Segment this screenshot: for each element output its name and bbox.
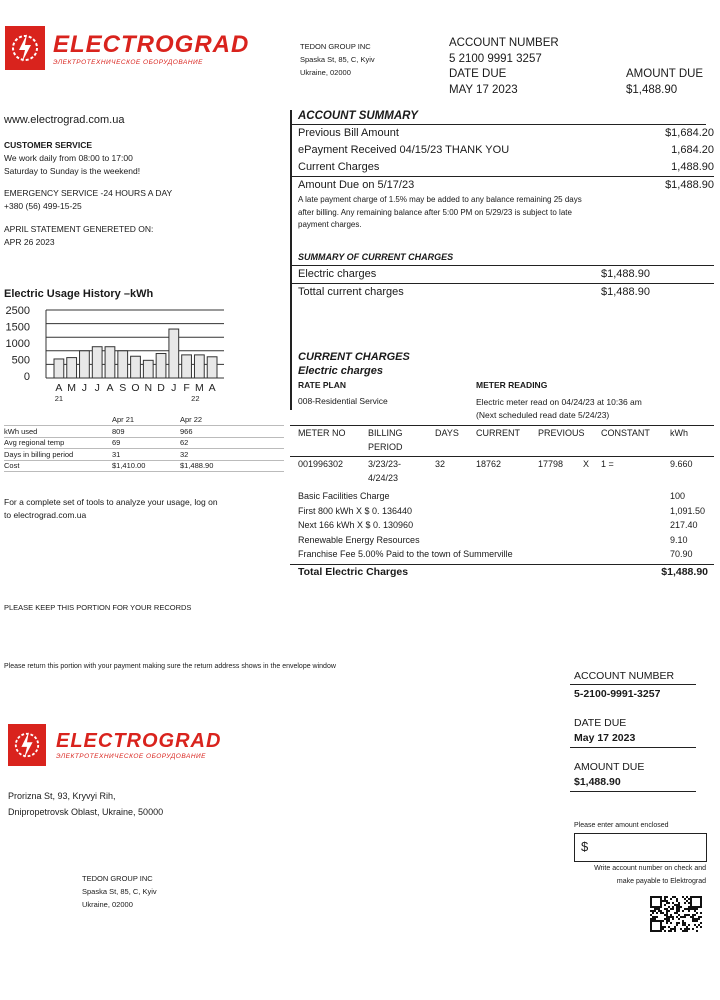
qr-module <box>690 908 692 910</box>
brand-name: ELECTROGRAD <box>53 30 250 58</box>
qr-module <box>664 898 666 900</box>
stub-account-number: 5-2100-9991-3257 <box>574 688 661 700</box>
qr-module <box>666 896 668 898</box>
qr-module <box>664 918 666 920</box>
qr-module <box>684 902 686 904</box>
qr-module <box>672 896 674 898</box>
qr-module <box>698 924 700 926</box>
qr-finder <box>651 897 661 907</box>
x-tick-label: J <box>94 382 100 394</box>
qr-module <box>672 906 674 908</box>
qr-module <box>694 920 696 922</box>
qr-finder <box>691 897 701 907</box>
qr-module <box>692 928 694 930</box>
summary-total-row: Tottal current charges $1,488.90 <box>298 286 650 298</box>
qr-module <box>686 928 688 930</box>
qr-module <box>664 900 666 902</box>
qr-module <box>696 918 698 920</box>
usage-chart <box>0 302 240 412</box>
x-tick-label: S <box>119 382 127 394</box>
y-tick-label: 1000 <box>5 338 30 350</box>
qr-module <box>670 922 672 924</box>
meter-header: METER NO BILLING PERIOD DAYS CURRENT PREVIOUS CONSTANT kWh <box>298 428 688 452</box>
qr-module <box>688 914 690 916</box>
qr-module <box>678 902 680 904</box>
summary-row: Electric charges $1,488.90 <box>298 268 650 280</box>
meter-row: 001996302 3/23/23- 4/24/23 32 18762 17798 X 1 = 9.660 <box>298 459 693 483</box>
qr-module <box>684 930 686 932</box>
qr-module <box>688 910 690 912</box>
year-label: 22 <box>191 394 200 403</box>
summary-row: ePayment Received 04/15/23 THANK YOU 1,684.20 <box>298 144 714 156</box>
charge-line: Next 166 kWh X $ 0. 130960 217.40 <box>298 520 698 530</box>
qr-module <box>700 926 702 928</box>
qr-module <box>678 910 680 912</box>
usage-bar <box>118 351 128 378</box>
qr-module <box>650 914 652 916</box>
qr-module <box>664 904 666 906</box>
qr-module <box>682 922 684 924</box>
qr-module <box>696 926 698 928</box>
qr-module <box>678 908 680 910</box>
current-charges: CURRENT CHARGES Electric charges RATE PLAN 008-Residential Service METER READING Electric meter read on 04/24/23 at 10:36 am (Next scheduled read date 5/24/23) <box>298 350 712 424</box>
qr-module <box>672 916 674 918</box>
qr-module <box>700 922 702 924</box>
qr-module <box>676 900 678 902</box>
qr-module <box>694 908 696 910</box>
qr-module <box>678 904 680 906</box>
qr-module <box>654 908 656 910</box>
qr-module <box>686 926 688 928</box>
qr-module <box>696 930 698 932</box>
column-divider <box>290 110 292 410</box>
qr-module <box>696 920 698 922</box>
qr-module <box>652 918 654 920</box>
return-address: Prorizna St, 93, Kryvyi Rih, Dnipropetrovsk Oblast, Ukraine, 50000 <box>8 791 164 817</box>
qr-module <box>676 898 678 900</box>
qr-module <box>678 922 680 924</box>
qr-module <box>688 924 690 926</box>
usage-bar <box>194 355 204 378</box>
table-row: Avg regional temp 69 62 <box>4 437 284 449</box>
qr-module <box>676 924 678 926</box>
statement-date: APR 26 2023 <box>4 237 55 247</box>
x-tick-label: A <box>106 382 114 394</box>
account-summary-title: ACCOUNT SUMMARY <box>298 110 418 122</box>
qr-module <box>676 912 678 914</box>
qr-module <box>662 928 664 930</box>
qr-module <box>676 906 678 908</box>
qr-module <box>698 916 700 918</box>
usage-bar <box>143 360 153 378</box>
website-link[interactable]: www.electrograd.com.ua <box>4 114 125 126</box>
qr-module <box>684 914 686 916</box>
qr-module <box>684 908 686 910</box>
qr-module <box>684 898 686 900</box>
x-tick-label: M <box>194 382 204 394</box>
usage-bar <box>131 356 141 378</box>
qr-module <box>692 908 694 910</box>
qr-module <box>672 928 674 930</box>
qr-module <box>668 910 670 912</box>
rate-plan: 008-Residential Service <box>298 396 388 406</box>
qr-module <box>692 920 694 922</box>
charge-line: Basic Facilities Charge 100 <box>298 491 686 501</box>
late-payment-note: A late payment charge of 1.5% may be added to any balance remaining 25 days after billing. Any remaining balance after 5:00 PM on 5/29/23 is subject to late payment charges. <box>298 195 582 229</box>
qr-module <box>678 914 680 916</box>
brand-tagline: ЭЛЕКТРОТЕХНИЧЕСКОЕ ОБОРУДОВАНИЕ <box>53 58 203 66</box>
x-tick-label: N <box>144 382 153 394</box>
qr-module <box>700 912 702 914</box>
x-tick-label: J <box>171 382 177 394</box>
qr-module <box>670 928 672 930</box>
qr-module <box>670 898 672 900</box>
qr-module <box>652 912 654 914</box>
qr-module <box>686 914 688 916</box>
qr-module <box>676 916 678 918</box>
usage-bar <box>169 329 179 378</box>
left-info: www.electrograd.com.ua CUSTOMER SERVICE We work daily from 08:00 to 17:00 Saturday to Sunday is the weekend! EMERGENCY SERVICE -24 HOURS A DAY +380 (56) 499-15-25 APRIL STATEMENT GENERETED ON: APR 26 2023 <box>4 112 274 249</box>
enter-amount-label: Please enter amount enclosed <box>574 822 669 829</box>
qr-module <box>660 910 662 912</box>
qr-module <box>700 916 702 918</box>
year-label: 21 <box>54 394 64 403</box>
qr-module <box>670 914 672 916</box>
amount-enclosed-field[interactable]: $ <box>574 833 707 862</box>
qr-module <box>654 916 656 918</box>
qr-module <box>666 920 668 922</box>
usage-bar <box>156 354 166 378</box>
y-tick-label: 2500 <box>5 305 30 317</box>
qr-module <box>682 920 684 922</box>
qr-module <box>684 928 686 930</box>
header-account: ACCOUNT NUMBER 5 2100 9991 3257 DATE DUE MAY 17 2023 <box>449 37 559 96</box>
qr-module <box>654 910 656 912</box>
charge-line: Renewable Energy Resources 9.10 <box>298 534 688 545</box>
qr-module <box>686 896 688 898</box>
qr-module <box>670 916 672 918</box>
charge-lines <box>298 489 712 562</box>
qr-module <box>660 912 662 914</box>
x-tick-label: A <box>208 382 216 394</box>
table-row: Days in billing period 31 32 <box>4 449 284 461</box>
qr-module <box>658 908 660 910</box>
qr-module <box>666 908 668 910</box>
usage-bar <box>105 347 115 378</box>
qr-module <box>698 918 700 920</box>
qr-module <box>680 906 682 908</box>
qr-module <box>692 914 694 916</box>
table-row: kWh used 809 966 <box>4 426 284 438</box>
qr-module <box>682 924 684 926</box>
qr-module <box>664 930 666 932</box>
qr-module <box>696 912 698 914</box>
keep-notice: PLEASE KEEP THIS PORTION FOR YOUR RECORDS <box>4 603 192 612</box>
emergency-phone: +380 (56) 499-15-25 <box>4 201 82 211</box>
tools-note: For a complete set of tools to analyze your usage, log on to electrograd.com.ua <box>4 497 218 520</box>
usage-table: Apr 21 Apr 22 kWh used 809 966 Avg regional temp 69 62 Days in billing period 31 32 Cost $1,410.00 $1,488.90 <box>4 414 284 472</box>
qr-module <box>694 918 696 920</box>
total-electric-charges: Total Electric Charges $1,488.90 <box>298 566 708 578</box>
x-tick-label: M <box>67 382 77 394</box>
qr-finder <box>651 921 661 931</box>
qr-module <box>680 928 682 930</box>
qr-module <box>688 898 690 900</box>
x-tick-label: O <box>131 382 140 394</box>
qr-module <box>678 918 680 920</box>
charge-line: Franchise Fee 5.00% Paid to the town of Summerville 70.90 <box>298 549 693 559</box>
qr-module <box>686 900 688 902</box>
qr-module <box>696 908 698 910</box>
qr-module <box>680 916 682 918</box>
x-tick-label: J <box>81 382 88 394</box>
usage-bar <box>207 357 217 378</box>
qr-module <box>666 910 668 912</box>
qr-module <box>694 910 696 912</box>
qr-module <box>668 926 670 928</box>
usage-bar <box>54 359 64 378</box>
x-tick-label: A <box>55 382 63 394</box>
qr-module <box>652 910 654 912</box>
qr-module <box>666 918 668 920</box>
header-amount: AMOUNT DUE $1,488.90 <box>626 68 704 96</box>
customer-service-title: CUSTOMER SERVICE <box>4 140 93 150</box>
qr-module <box>684 924 686 926</box>
qr-module <box>668 930 670 932</box>
qr-module <box>686 908 688 910</box>
qr-module <box>666 916 668 918</box>
qr-module <box>674 930 676 932</box>
qr-module <box>676 922 678 924</box>
qr-module <box>662 920 664 922</box>
table-row: Cost $1,410.00 $1,488.90 <box>4 460 284 472</box>
brand-logo <box>5 26 249 70</box>
qr-module <box>692 916 694 918</box>
qr-module <box>666 912 668 914</box>
summary-current-charges: SUMMARY OF CURRENT CHARGES Electric charges $1,488.90 Tottal current charges $1,488.90 <box>298 250 714 301</box>
qr-module <box>670 908 672 910</box>
qr-module <box>676 904 678 906</box>
brand-logo-bottom: ELECTROGRAD ЭЛЕКТРОТЕХНИЧЕСКОЕ ОБОРУДОВАНИЕ <box>8 724 221 766</box>
y-tick-label: 500 <box>11 354 30 367</box>
qr-module <box>674 912 676 914</box>
qr-module <box>674 926 676 928</box>
qr-module <box>650 910 652 912</box>
qr-module <box>656 908 658 910</box>
qr-module <box>684 916 686 918</box>
qr-module <box>664 914 666 916</box>
qr-module <box>688 902 690 904</box>
y-tick-label: 1500 <box>5 321 30 334</box>
emergency-line: EMERGENCY SERVICE -24 HOURS A DAY <box>4 188 173 198</box>
qr-module <box>674 896 676 898</box>
qr-module <box>688 906 690 908</box>
qr-module <box>672 902 674 904</box>
lightning-logo-icon <box>8 724 46 766</box>
qr-module <box>668 916 670 918</box>
qr-module <box>664 908 666 910</box>
qr-module <box>674 928 676 930</box>
qr-module <box>694 914 696 916</box>
qr-module <box>682 916 684 918</box>
qr-module <box>676 910 678 912</box>
qr-module <box>666 902 668 904</box>
qr-module <box>662 912 664 914</box>
qr-module <box>672 908 674 910</box>
meter-reading: Electric meter read on 04/24/23 at 10:36 am (Next scheduled read date 5/24/23) <box>476 397 642 420</box>
qr-module <box>676 908 678 910</box>
qr-module <box>668 906 670 908</box>
amount-due-row: Amount Due on 5/17/23 $1,488.90 <box>298 179 714 191</box>
return-notice: Please return this portion with your payment making sure the return address shows in the envelope window <box>4 663 336 670</box>
qr-module <box>664 926 666 928</box>
qr-module <box>678 906 680 908</box>
qr-code-icon <box>650 896 702 932</box>
charge-line: First 800 kWh X $ 0. 136440 1,091.50 <box>298 505 706 516</box>
company-address-bottom: TEDON GROUP INC Spaska St, 85, C, Kyiv Ukraine, 02000 <box>82 874 157 909</box>
qr-module <box>668 920 670 922</box>
qr-module <box>668 902 670 904</box>
write-note: Write account number on check and make payable to Elektrograd <box>594 865 706 885</box>
qr-module <box>656 912 658 914</box>
qr-module <box>672 918 674 920</box>
qr-module <box>688 908 690 910</box>
qr-module <box>668 918 670 920</box>
qr-module <box>654 918 656 920</box>
summary-row: Previous Bill Amount $1,684.20 <box>298 127 714 139</box>
qr-module <box>694 924 696 926</box>
qr-module <box>690 916 692 918</box>
qr-module <box>686 930 688 932</box>
x-tick-label: F <box>183 382 190 394</box>
qr-module <box>662 900 664 902</box>
qr-module <box>682 910 684 912</box>
tools-link[interactable]: to electrograd.com.ua <box>4 510 87 520</box>
company-address: TEDON GROUP INC Spaska St, 85, C, Kyiv Ukraine, 02000 <box>300 42 375 77</box>
usage-bar <box>182 355 192 378</box>
qr-module <box>656 916 658 918</box>
qr-module <box>692 918 694 920</box>
qr-module <box>674 904 676 906</box>
stub-date-due: May 17 2023 <box>574 732 636 744</box>
qr-module <box>652 916 654 918</box>
x-tick-label: D <box>157 382 165 394</box>
qr-module <box>684 922 686 924</box>
usage-bar <box>67 358 77 378</box>
lightning-logo-icon <box>5 26 45 70</box>
qr-module <box>666 900 668 902</box>
qr-module <box>658 910 660 912</box>
qr-module <box>682 930 684 932</box>
qr-module <box>664 896 666 898</box>
payment-stub: ACCOUNT NUMBER 5-2100-9991-3257 DATE DUE May 17 2023 AMOUNT DUE $1,488.90 <box>574 670 696 792</box>
qr-module <box>670 930 672 932</box>
qr-module <box>688 928 690 930</box>
current-charges-title: CURRENT CHARGES <box>298 351 410 363</box>
qr-module <box>666 914 668 916</box>
qr-module <box>662 926 664 928</box>
y-tick-label: 0 <box>23 371 30 383</box>
stub-amount-due: $1,488.90 <box>574 776 621 788</box>
qr-module <box>650 918 652 920</box>
usage-bar <box>92 347 102 378</box>
account-summary <box>298 109 714 232</box>
qr-module <box>666 922 668 924</box>
usage-bar <box>80 351 90 378</box>
qr-module <box>682 896 684 898</box>
summary-row: Current Charges 1,488.90 <box>298 161 714 173</box>
chart-title: Electric Usage History –kWh <box>4 288 154 300</box>
